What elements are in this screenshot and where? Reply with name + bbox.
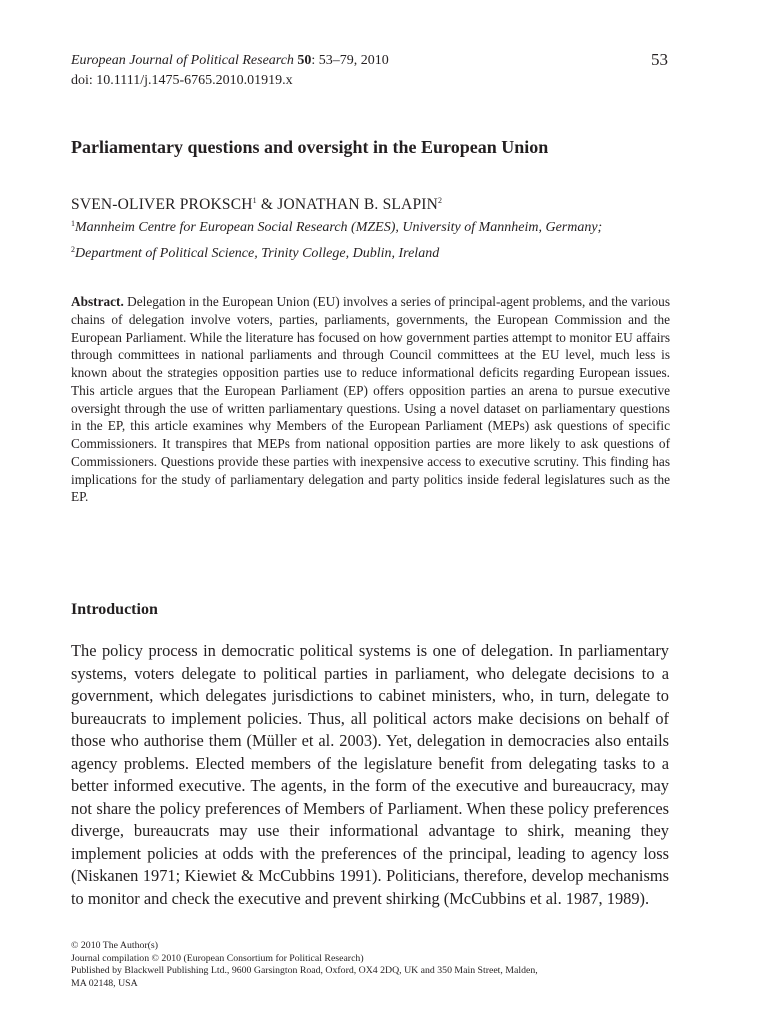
footer-line: MA 02148, USA [71, 977, 138, 989]
section-heading-introduction: Introduction [71, 601, 158, 618]
article-title: Parliamentary questions and oversight in the European Union [71, 137, 549, 157]
author-affiliation-marker: 2 [438, 196, 443, 205]
footer-line: © 2010 The Author(s) [71, 940, 158, 951]
journal-name: European Journal of Political Research [71, 53, 294, 68]
affiliation: Department of Political Science, Trinity College, Dublin, Ireland [75, 245, 440, 261]
author-affiliation-marker: 1 [252, 196, 257, 205]
affiliation: Mannheim Centre for European Social Research (MZES), University of Mannheim, Germany; [75, 220, 603, 235]
journal-volume: 50 [297, 53, 312, 68]
affiliations [71, 213, 671, 264]
author-name: JONATHAN B. SLAPIN [277, 196, 439, 213]
introduction-paragraph: The policy process in democratic political systems is one of delegation. In parliamentary systems, voters delegate to political parties in parliament, who delegate decisions to a government, which delegates jurisdictions to cabinet ministers, who, in turn, delegate to bureaucrats to implement policies. Thus, all political actors make decisions on behalf of those who authorise them (Müller et al. 2003). Yet, delegation in democracies also entails agency problems. Elected members of the legislature benefit from delegating tasks to a better informed executive. The agents, in the form of the executive and bureaucracy, may not share the policy preferences of Members of Parliament. When these policy preferences diverge, bureaucrats may use their informational advantage to shirk, meaning they implement policies at odds with the preferences of the principal, leading to agency loss (Niskanen 1971; Kiewiet & McCubbins 1991). Politicians, therefore, develop mechanisms to monitor and check the executive and prevent shirking (McCubbins et al. 1987, 1989). [71, 641, 669, 908]
author-name: SVEN-OLIVER PROKSCH [71, 196, 253, 213]
footer-line: Published by Blackwell Publishing Ltd., 9600 Garsington Road, Oxford, OX4 2DQ, UK and 350 Main Street, Malden, [71, 965, 538, 976]
abstract-text: Delegation in the European Union (EU) involves a series of principal-agent problems, and the various chains of delegation involve voters, parties, parliaments, governments, the European Commission and the European Parliament. While the literature has focused on how government parties attempt to monitor EU affairs through committees in national parliaments and through Council committees at the EU level, much less is known about the strategies opposition parties use to reduce informational deficits regarding European issues. This article argues that the European Parliament (EP) offers opposition parties an arena to pursue executive oversight through the use of written parliamentary questions. Using a novel dataset on parliamentary questions in the EP, this article examines why Members of the European Parliament (MEPs) ask questions of specific Commissioners. It transpires that MEPs from national opposition parties are more likely to ask questions of Commissioners. Questions provide these parties with inexpensive access to executive scrutiny. This finding has implications for the study of parliamentary delegation and party politics inside federal legislatures such as the EP. [71, 294, 670, 505]
abstract [71, 293, 670, 506]
journal-pages-year: : 53–79, 2010 [311, 53, 389, 68]
author-separator: & [256, 196, 278, 213]
doi: doi: 10.1111/j.1475-6765.2010.01919.x [71, 73, 293, 88]
footer-line: Journal compilation © 2010 (European Consortium for Political Research) [71, 952, 364, 964]
copyright-footer [71, 940, 631, 990]
affiliation-marker: 1 [71, 219, 75, 228]
author-list [71, 191, 442, 215]
page-number: 53 [651, 50, 668, 69]
journal-citation [71, 52, 389, 70]
abstract-label: Abstract. [71, 294, 124, 309]
affiliation-marker: 2 [71, 244, 75, 254]
